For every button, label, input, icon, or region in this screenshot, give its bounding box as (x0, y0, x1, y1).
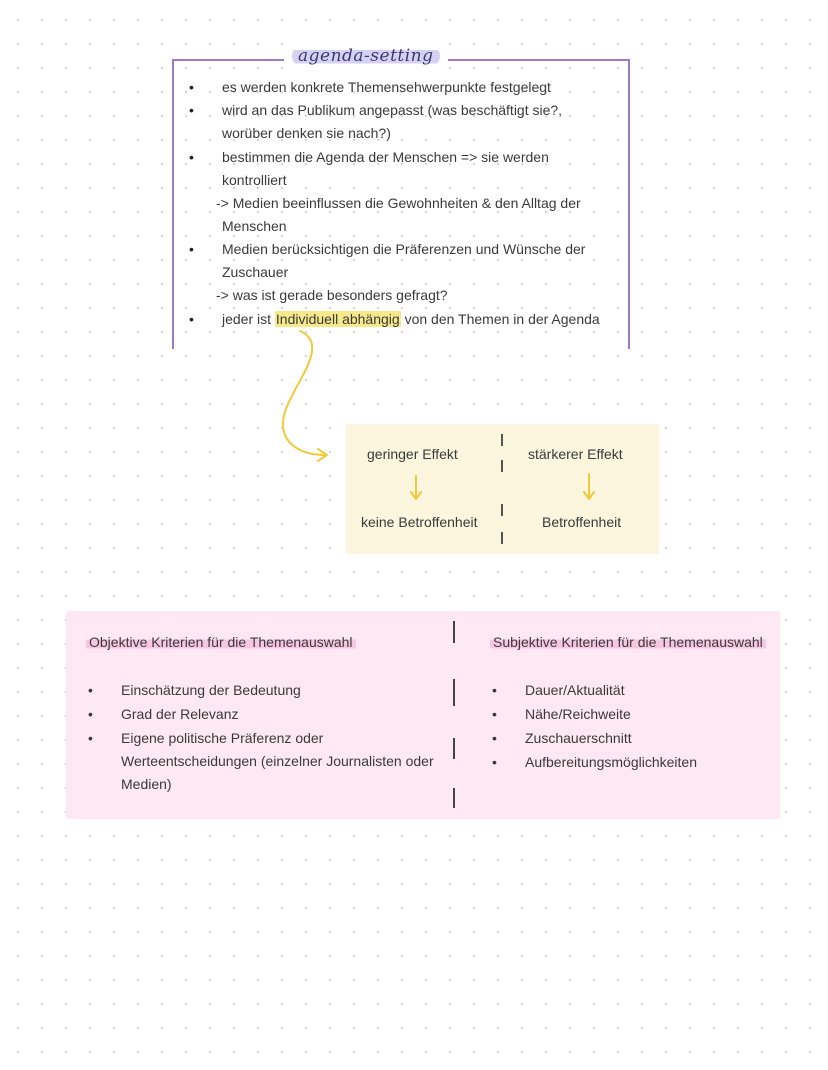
curved-arrow-icon (270, 325, 340, 465)
agenda-item-4-sub: -> was ist gerade besonders gefragt? (216, 287, 448, 303)
objective-criteria-title-text: Objektive Kriterien für die Themenauswahl (86, 634, 356, 650)
bullet-dot: • (492, 754, 497, 770)
agenda-item-3-sub-line-1: -> Medien beeinflussen die Gewohnheiten & den Alltag der (216, 195, 581, 211)
bullet-dot: • (492, 682, 497, 698)
agenda-item-3-sub-line-2: Menschen (222, 218, 287, 234)
agenda-item-3-line-2: kontrolliert (222, 172, 287, 188)
effect-right-bottom: Betroffenheit (542, 514, 622, 530)
agenda-item-3-line-1: bestimmen die Agenda der Menschen => sie werden (222, 149, 549, 165)
column-divider (453, 621, 455, 643)
agenda-setting-title-text: agenda-setting (292, 46, 440, 66)
bullet-dot: • (189, 149, 194, 165)
bullet-dot: • (492, 706, 497, 722)
subjective-item-2: Nähe/Reichweite (525, 706, 631, 722)
agenda-item-5-prefix: jeder ist (222, 311, 275, 327)
column-divider (453, 788, 455, 808)
divider-tick (501, 504, 503, 516)
effect-left-bottom: keine Betroffenheit (361, 514, 478, 530)
objective-item-3-line-3: Medien) (121, 776, 172, 792)
subjective-item-4: Aufbereitungsmöglichkeiten (525, 754, 697, 770)
effect-left-top: geringer Effekt (367, 446, 458, 462)
effect-box (346, 424, 659, 554)
bullet-dot: • (189, 241, 194, 257)
divider-tick (501, 532, 503, 544)
subjective-criteria-title (490, 634, 766, 650)
objective-item-2: Grad der Relevanz (121, 706, 239, 722)
effect-right-top: stärkerer Effekt (528, 446, 623, 462)
agenda-item-1: es werden konkrete Themensehwerpunkte festgelegt (222, 79, 551, 95)
agenda-item-4-line-2: Zuschauer (222, 264, 289, 280)
agenda-setting-title (284, 43, 448, 69)
agenda-item-5-suffix: von den Themen in der Agenda (400, 311, 600, 327)
highlighted-phrase: Individuell abhängig (275, 311, 400, 327)
subjective-item-3: Zuschauerschnitt (525, 730, 632, 746)
column-divider (453, 679, 455, 706)
agenda-item-4-line-1: Medien berücksichtigen die Präferenzen und Wünsche der (222, 241, 586, 257)
agenda-item-2-line-2: worüber denken sie nach?) (222, 125, 391, 141)
bullet-dot: • (88, 682, 93, 698)
criteria-box (66, 611, 780, 819)
objective-criteria-title (86, 634, 356, 650)
down-arrow-icon (582, 472, 596, 502)
bullet-dot: • (189, 79, 194, 95)
column-divider (453, 738, 455, 759)
subjective-criteria-title-text: Subjektive Kriterien für die Themenauswahl (490, 634, 766, 650)
agenda-item-2-line-1: wird an das Publikum angepasst (was beschäftigt sie?, (222, 102, 563, 118)
bullet-dot: • (88, 706, 93, 722)
objective-item-1: Einschätzung der Bedeutung (121, 682, 301, 698)
down-arrow-icon (409, 474, 423, 502)
subjective-item-1: Dauer/Aktualität (525, 682, 625, 698)
divider-tick (501, 434, 503, 446)
bullet-dot: • (492, 730, 497, 746)
bullet-dot: • (88, 730, 93, 746)
divider-tick (501, 460, 503, 472)
bullet-dot: • (189, 311, 194, 327)
objective-item-3-line-1: Eigene politische Präferenz oder (121, 730, 324, 746)
objective-item-3-line-2: Werteentscheidungen (einzelner Journalisten oder (121, 753, 434, 769)
bullet-dot: • (189, 102, 194, 118)
